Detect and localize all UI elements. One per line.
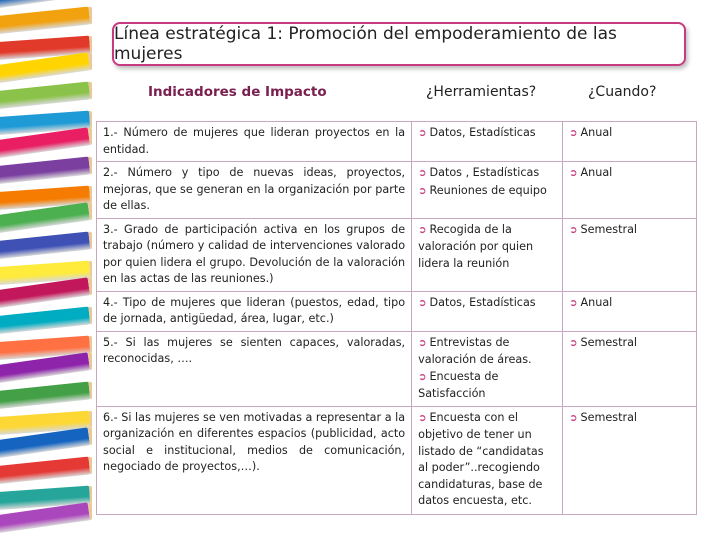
arrow-circle-icon: ➲ xyxy=(418,168,427,179)
tool-item xyxy=(418,165,556,183)
when-text: Anual xyxy=(580,295,613,309)
arrow-circle-icon: ➲ xyxy=(569,128,578,139)
pencil-decoration xyxy=(0,307,90,337)
header-when: ¿Cuando? xyxy=(588,84,657,100)
arrow-circle-icon: ➲ xyxy=(418,297,427,309)
page-title xyxy=(112,22,686,66)
pencil-decoration xyxy=(0,7,90,37)
tool-item-text: Datos, Estadísticas xyxy=(429,295,536,309)
indicator-cell: 4.- Tipo de mujeres que lideran (puestos, edad, tipo de jornada, antigüedad, área, lugar, etc.) xyxy=(97,291,412,331)
tool-item-text: Datos, Estadísticas xyxy=(429,126,536,139)
when-cell xyxy=(563,406,697,514)
pencil-decoration xyxy=(0,457,90,487)
tools-cell xyxy=(412,331,563,406)
when-text: Semestral xyxy=(580,335,638,349)
tool-item xyxy=(418,369,556,403)
header-indicators: Indicadores de Impacto xyxy=(148,84,327,100)
indicator-cell: 2.- Número y tipo de nuevas ideas, proyectos, mejoras, que se generan en la organización por parte de ellas. xyxy=(97,162,412,219)
arrow-circle-icon: ➲ xyxy=(418,371,427,383)
when-cell xyxy=(563,218,697,291)
tool-item xyxy=(418,335,556,369)
indicators-table xyxy=(96,121,697,515)
when-text: Semestral xyxy=(580,410,638,424)
when-text: Semestral xyxy=(580,222,638,236)
header-tools: ¿Herramientas? xyxy=(426,84,537,100)
arrow-circle-icon: ➲ xyxy=(418,128,427,139)
tool-item xyxy=(418,183,556,201)
arrow-circle-icon: ➲ xyxy=(418,412,427,424)
table-row xyxy=(97,291,697,331)
when-cell xyxy=(563,122,697,162)
pencil-decoration xyxy=(0,232,90,262)
when-text: Anual xyxy=(580,166,613,179)
tool-item xyxy=(418,295,556,313)
arrow-circle-icon: ➲ xyxy=(569,337,578,349)
pencil-decoration xyxy=(0,82,90,112)
arrow-circle-icon: ➲ xyxy=(418,185,427,197)
arrow-circle-icon: ➲ xyxy=(418,337,427,349)
tool-item-text: Encuesta con el objetivo de tener un listado de “candidatas al poder”..recogiendo candidaturas, base de datos encuesta, etc. xyxy=(418,410,544,507)
tool-item xyxy=(418,125,556,143)
indicator-cell: 3.- Grado de participación activa en los grupos de trabajo (número y calidad de intervenciones valorado por quien lidera el grupo. Devolución de la valoración en las actas de las reuniones.) xyxy=(97,218,412,291)
tool-item xyxy=(418,222,556,273)
indicator-cell: 6.- Si las mujeres se ven motivadas a representar a la organización en diferentes espacios (publicidad, acto social e institucional, medios de comunicación, negociado de proyectos,…). xyxy=(97,406,412,514)
when-cell xyxy=(563,162,697,219)
when-text: Anual xyxy=(580,126,613,139)
tools-cell xyxy=(412,122,563,162)
indicator-cell: 5.- Si las mujeres se sienten capaces, valoradas, reconocidas, …. xyxy=(97,331,412,406)
tools-cell xyxy=(412,406,563,514)
arrow-circle-icon: ➲ xyxy=(418,224,427,236)
pencil-decoration xyxy=(0,382,90,412)
arrow-circle-icon: ➲ xyxy=(569,224,578,236)
arrow-circle-icon: ➲ xyxy=(569,297,578,309)
when-cell xyxy=(563,291,697,331)
tool-item-text: Recogida de la valoración por quien lidera la reunión xyxy=(418,222,534,270)
table-row xyxy=(97,331,697,406)
when-cell xyxy=(563,331,697,406)
tool-item-text: Reuniones de equipo xyxy=(429,183,547,197)
tool-item-text: Datos , Estadísticas xyxy=(429,166,540,179)
table-row xyxy=(97,406,697,514)
tool-item-text: Entrevistas de valoración de áreas. xyxy=(418,335,532,366)
arrow-circle-icon: ➲ xyxy=(569,412,578,424)
decorative-pencils xyxy=(0,0,92,540)
table-row xyxy=(97,218,697,291)
tools-cell xyxy=(412,162,563,219)
arrow-circle-icon: ➲ xyxy=(569,168,578,179)
tool-item-text: Encuesta de Satisfacción xyxy=(418,369,499,400)
tools-cell xyxy=(412,291,563,331)
tools-cell xyxy=(412,218,563,291)
table-row xyxy=(97,162,697,219)
indicator-cell: 1.- Número de mujeres que lideran proyectos en la entidad. xyxy=(97,122,412,162)
tool-item xyxy=(418,410,556,510)
page-title-text: Línea estratégica 1: Promoción del empoderamiento de las mujeres xyxy=(114,24,617,64)
pencil-decoration xyxy=(0,157,90,187)
table-row xyxy=(97,122,697,162)
